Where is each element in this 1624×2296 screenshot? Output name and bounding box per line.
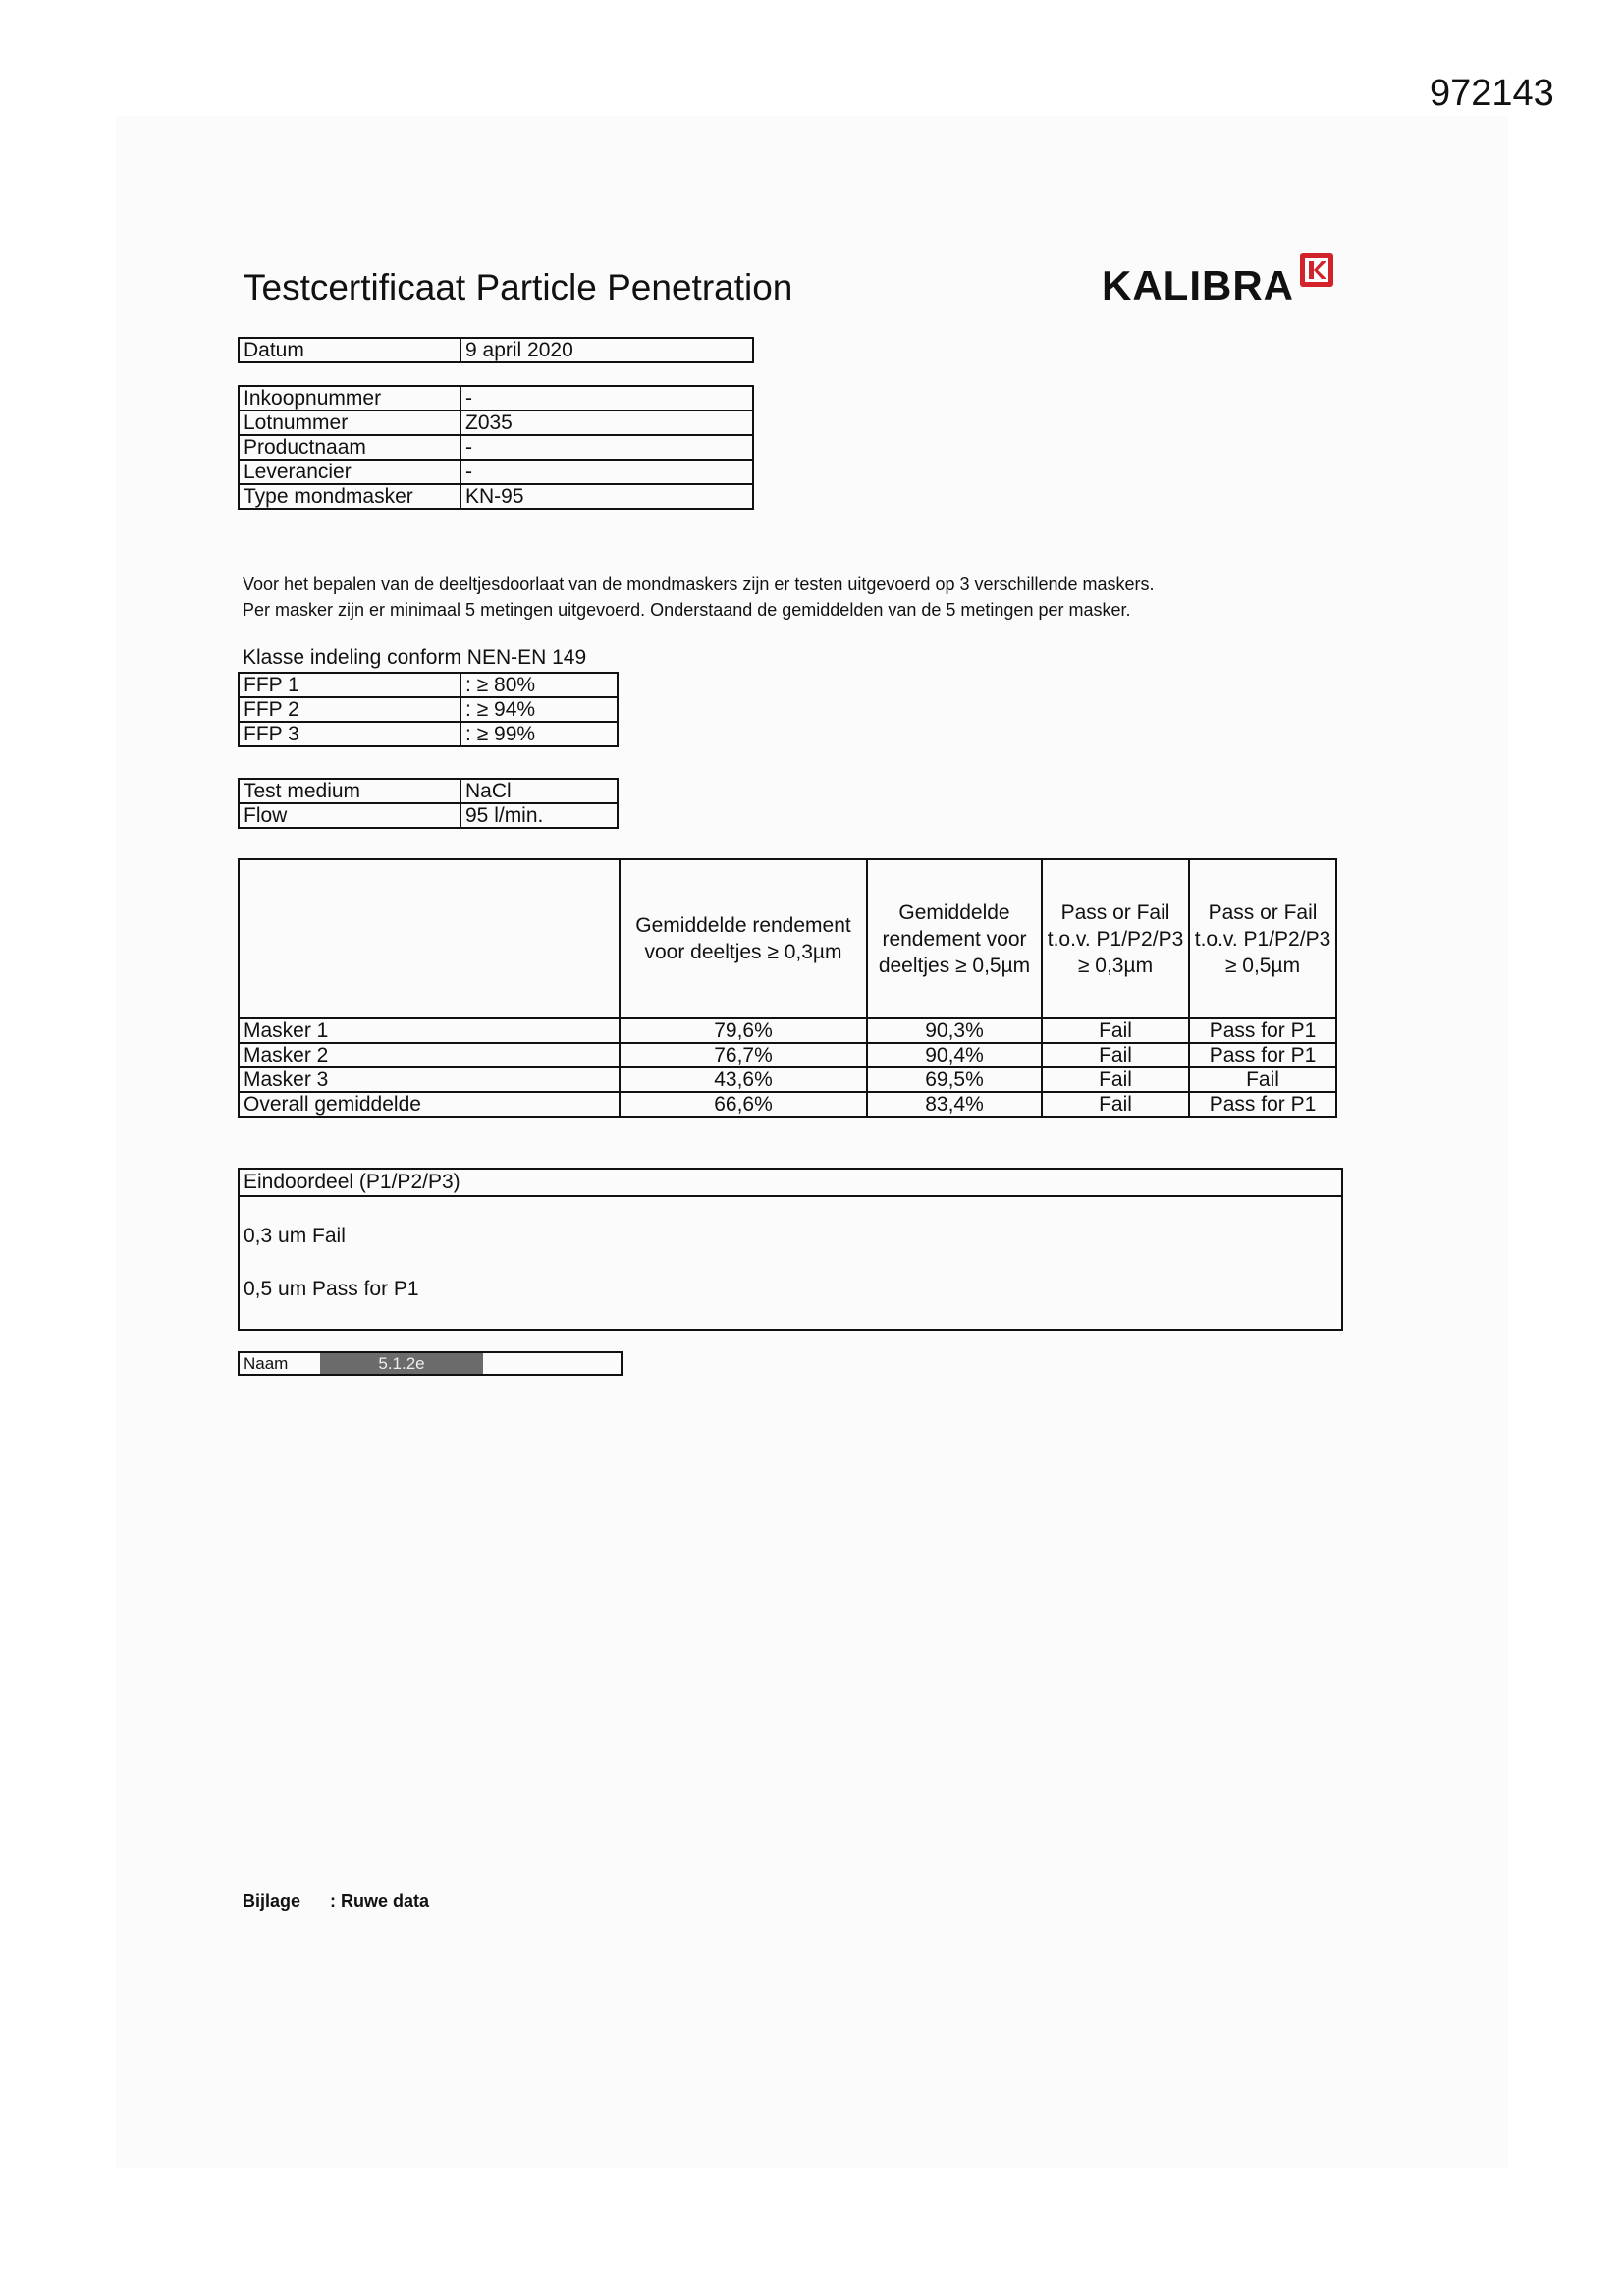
class-label: FFP 3 xyxy=(239,722,460,746)
attachment-line xyxy=(243,1891,429,1912)
date-table xyxy=(238,337,754,363)
classification-heading: Klasse indeling conform NEN-EN 149 xyxy=(243,646,587,669)
table-row xyxy=(239,460,753,484)
table-row xyxy=(239,1067,1336,1092)
cell-eff-03: 43,6% xyxy=(620,1067,867,1092)
page-title: Testcertificaat Particle Penetration xyxy=(244,267,793,307)
name-label: Naam xyxy=(244,1354,289,1373)
condition-label: Flow xyxy=(239,803,460,828)
verdict-line-1: 0,3 um Fail xyxy=(244,1225,346,1247)
cell-eff-05: 90,3% xyxy=(867,1018,1042,1043)
logo-text: KALIBRA xyxy=(1102,262,1294,308)
cell-pf-03: Fail xyxy=(1042,1092,1189,1117)
test-conditions-table xyxy=(238,778,619,829)
condition-value: NaCl xyxy=(460,779,618,803)
header-empty xyxy=(239,859,620,1018)
condition-value: 95 l/min. xyxy=(460,803,618,828)
info-label: Leverancier xyxy=(239,460,460,484)
class-label: FFP 1 xyxy=(239,673,460,697)
info-label: Productnaam xyxy=(239,435,460,460)
info-value: - xyxy=(460,386,753,410)
row-name: Masker 1 xyxy=(239,1018,620,1043)
cell-eff-03: 76,7% xyxy=(620,1043,867,1067)
cell-pf-05: Pass for P1 xyxy=(1189,1092,1336,1117)
date-value: 9 april 2020 xyxy=(460,338,753,362)
header-pf-05: Pass or Fail t.o.v. P1/P2/P3 ≥ 0,5µm xyxy=(1189,859,1336,1018)
table-row xyxy=(239,1092,1336,1117)
header-eff-05: Gemiddelde rendement voor deeltjes ≥ 0,5µm xyxy=(867,859,1042,1018)
attachment-label: Bijlage xyxy=(243,1891,301,1911)
document-number: 972143 xyxy=(1430,73,1554,114)
cell-pf-05: Pass for P1 xyxy=(1189,1043,1336,1067)
table-row xyxy=(239,410,753,435)
table-row xyxy=(239,386,753,410)
results-header-row xyxy=(239,859,1336,1018)
cell-eff-03: 66,6% xyxy=(620,1092,867,1117)
table-row xyxy=(239,484,753,509)
info-value: - xyxy=(460,435,753,460)
intro-text xyxy=(243,572,1155,623)
info-value: - xyxy=(460,460,753,484)
info-value: KN-95 xyxy=(460,484,753,509)
results-table xyxy=(238,858,1337,1118)
row-name: Masker 2 xyxy=(239,1043,620,1067)
verdict-heading: Eindoordeel (P1/P2/P3) xyxy=(240,1170,1341,1197)
info-label: Inkoopnummer xyxy=(239,386,460,410)
table-row xyxy=(239,435,753,460)
row-name: Masker 3 xyxy=(239,1067,620,1092)
table-row xyxy=(239,779,618,803)
row-name: Overall gemiddelde xyxy=(239,1092,620,1117)
cell-eff-05: 83,4% xyxy=(867,1092,1042,1117)
kalibra-logo xyxy=(1102,253,1333,306)
verdict-box xyxy=(238,1168,1343,1331)
info-value: Z035 xyxy=(460,410,753,435)
condition-label: Test medium xyxy=(239,779,460,803)
intro-line-1: Voor het bepalen van de deeltjesdoorlaat van de mondmaskers zijn er testen uitgevoerd op 3 verschillende maskers. xyxy=(243,574,1155,594)
cell-eff-03: 79,6% xyxy=(620,1018,867,1043)
verdict-line-2: 0,5 um Pass for P1 xyxy=(244,1278,419,1300)
cell-pf-03: Fail xyxy=(1042,1018,1189,1043)
table-row xyxy=(239,338,753,362)
table-row xyxy=(239,722,618,746)
table-row xyxy=(239,1018,1336,1043)
cell-pf-03: Fail xyxy=(1042,1043,1189,1067)
info-label: Type mondmasker xyxy=(239,484,460,509)
header-pf-03: Pass or Fail t.o.v. P1/P2/P3 ≥ 0,3µm xyxy=(1042,859,1189,1018)
product-info-table xyxy=(238,385,754,510)
classification-table xyxy=(238,672,619,747)
intro-line-2: Per masker zijn er minimaal 5 metingen uitgevoerd. Onderstaand de gemiddelden van de 5 metingen per masker. xyxy=(243,600,1131,620)
info-label: Lotnummer xyxy=(239,410,460,435)
date-label: Datum xyxy=(239,338,460,362)
class-value: : ≥ 94% xyxy=(460,697,618,722)
cell-eff-05: 90,4% xyxy=(867,1043,1042,1067)
class-value: : ≥ 80% xyxy=(460,673,618,697)
header-eff-03: Gemiddelde rendement voor deeltjes ≥ 0,3µm xyxy=(620,859,867,1018)
attachment-value: : Ruwe data xyxy=(330,1891,430,1911)
table-row xyxy=(239,1043,1336,1067)
logo-k-icon xyxy=(1300,253,1333,287)
cell-pf-05: Pass for P1 xyxy=(1189,1018,1336,1043)
cell-eff-05: 69,5% xyxy=(867,1067,1042,1092)
table-row xyxy=(239,673,618,697)
table-row xyxy=(239,697,618,722)
cell-pf-05: Fail xyxy=(1189,1067,1336,1092)
name-field xyxy=(238,1351,623,1376)
cell-pf-03: Fail xyxy=(1042,1067,1189,1092)
redaction-block: 5.1.2e xyxy=(320,1353,483,1374)
table-row xyxy=(239,803,618,828)
class-label: FFP 2 xyxy=(239,697,460,722)
class-value: : ≥ 99% xyxy=(460,722,618,746)
